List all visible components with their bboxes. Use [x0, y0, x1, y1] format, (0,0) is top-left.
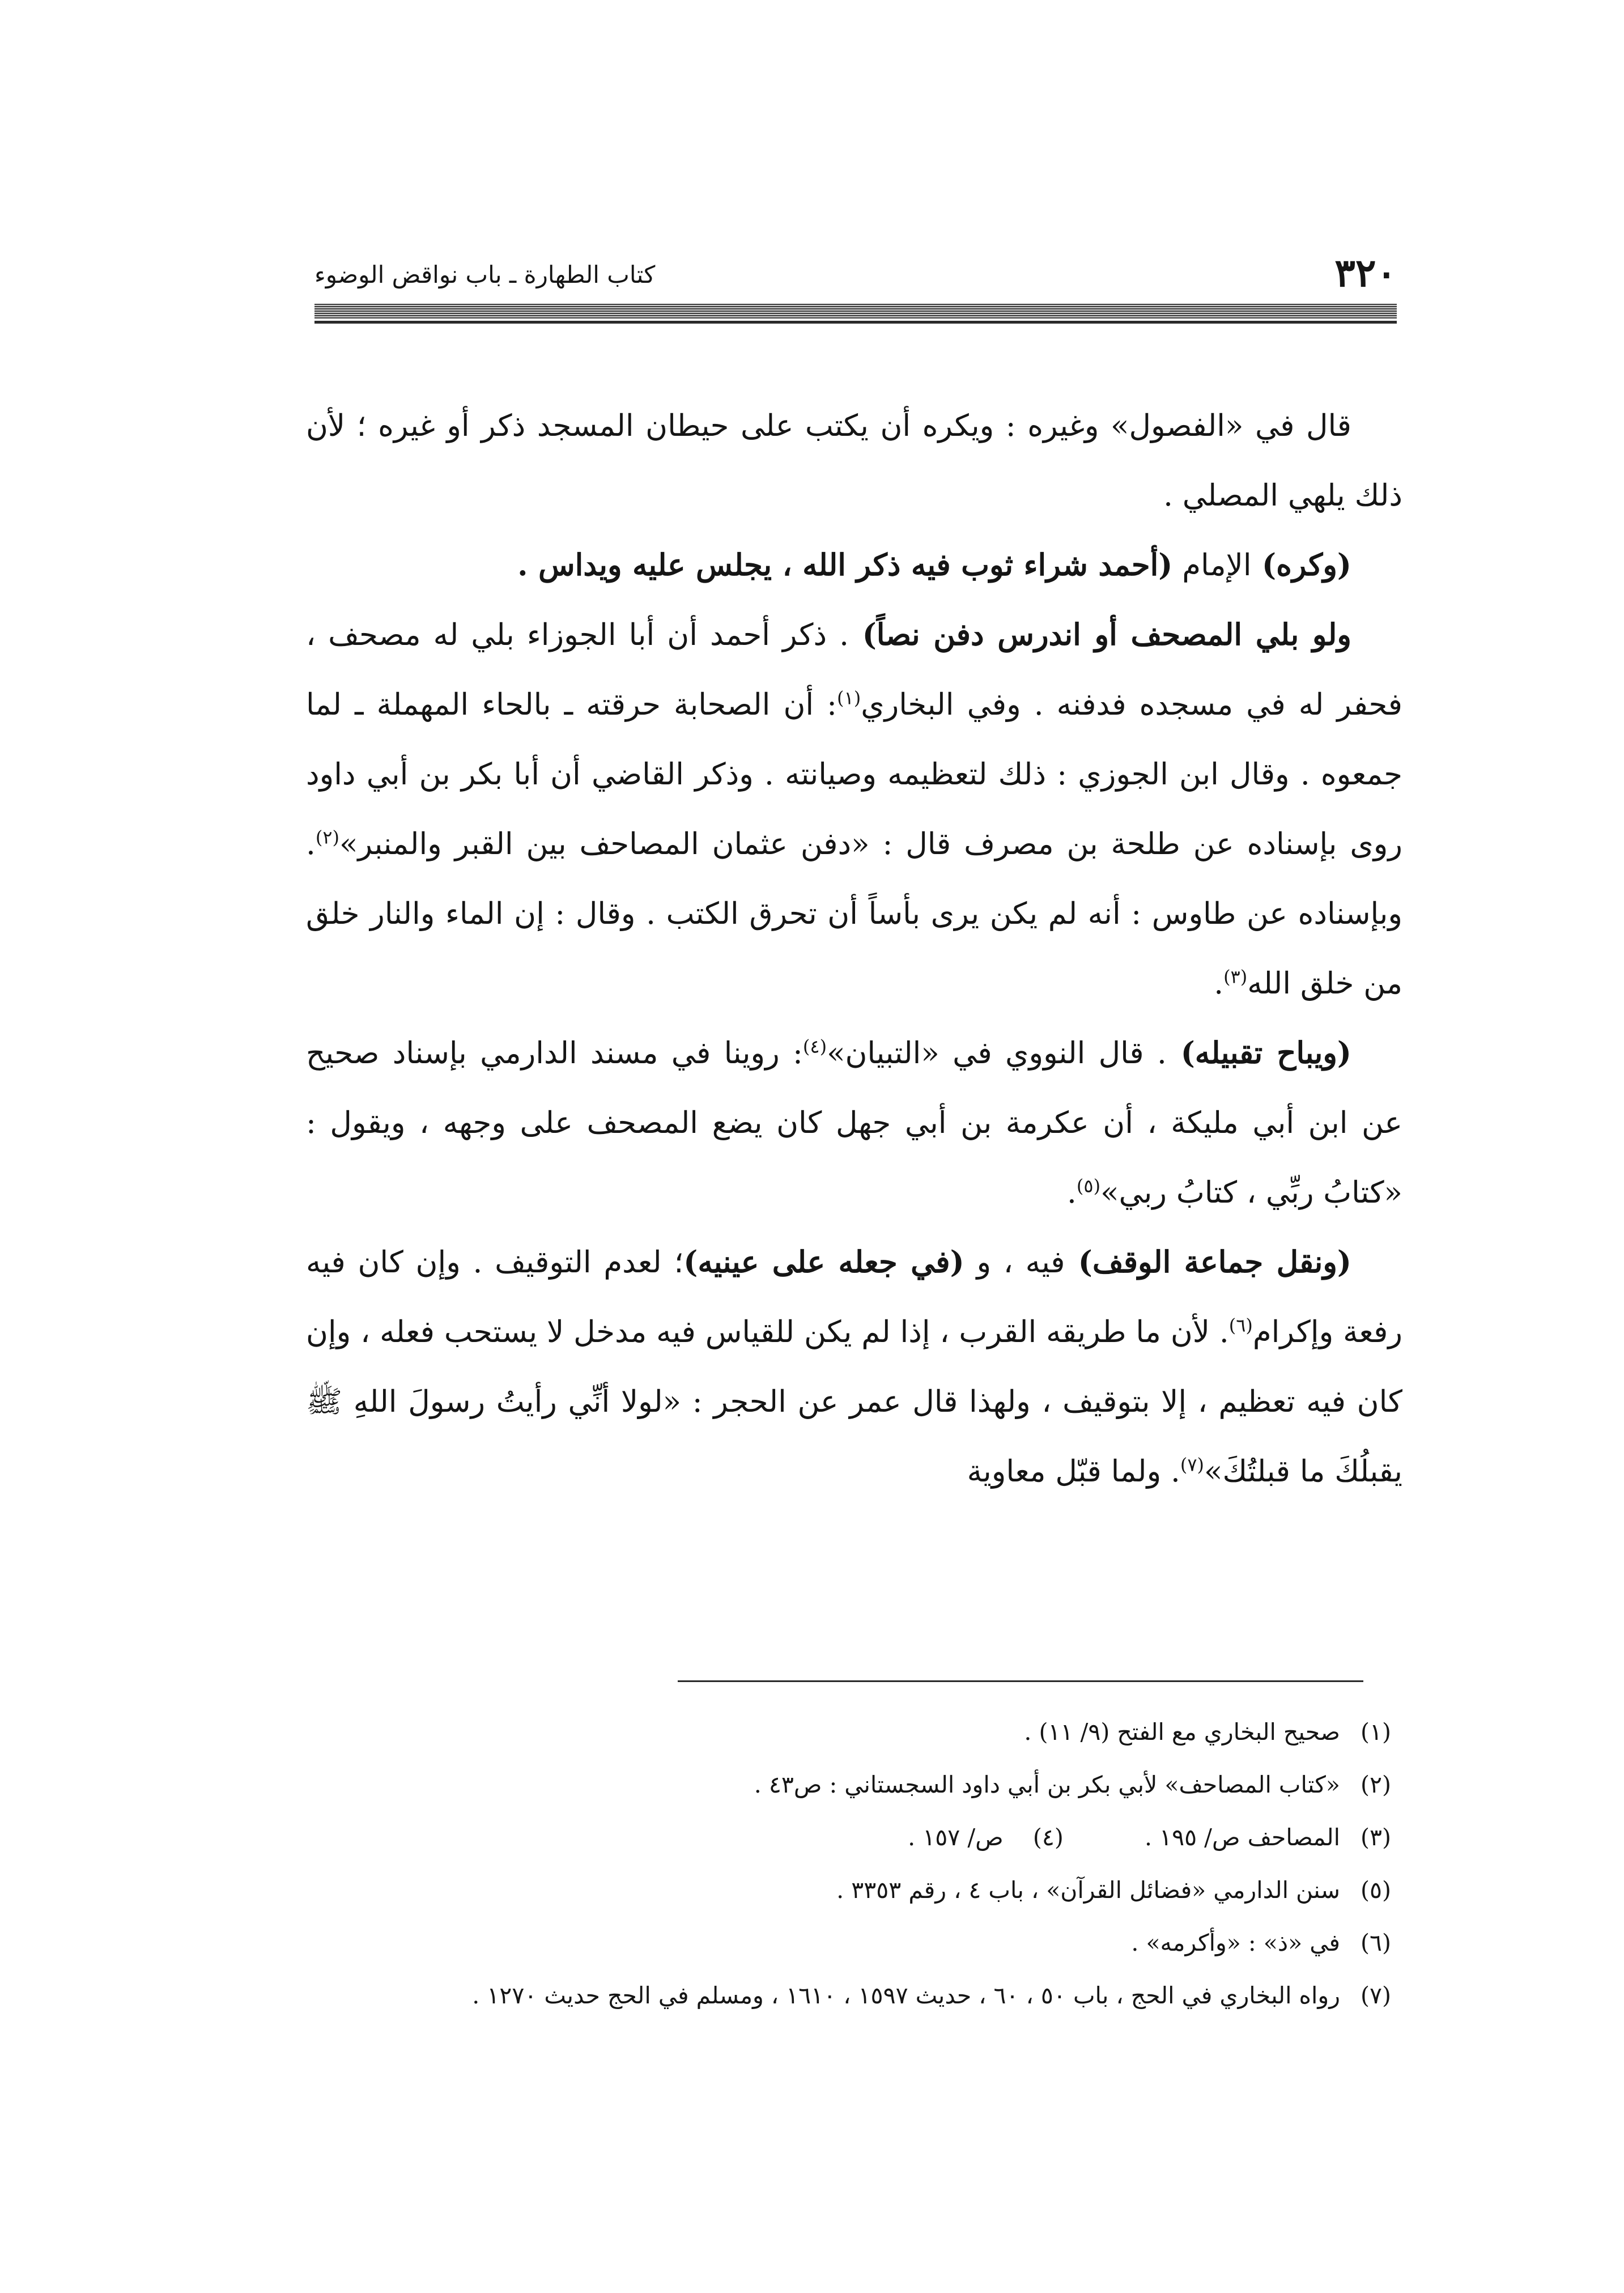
- text-run: : روينا في مسند الدارمي بإسناد صحيح عن ابن أبي مليكة ، أن عكرمة بن أبي جهل كان يضع المصحف على وجهه ، ويقول : «كتابُ ربِّي ، كتابُ ربي»: [306, 1036, 1402, 1210]
- footnote-ref[interactable]: (٣): [1223, 966, 1248, 988]
- footnote-ref[interactable]: (٤): [802, 1035, 827, 1058]
- footnotes: [306, 1706, 1402, 2022]
- footnote-item: [306, 1811, 1402, 1864]
- footnote-text: سنن الدارمي «فضائل القرآن» ، باب ٤ ، رقم ٣٣٥٣ .: [836, 1876, 1340, 1904]
- footnote-number: (٦): [1360, 1929, 1391, 1956]
- header-rule-bottom: [314, 321, 1397, 324]
- text-run: .: [1214, 966, 1224, 1001]
- footnote-ref[interactable]: (٥): [1076, 1175, 1101, 1197]
- footnote-text: ص/ ١٥٧ .: [908, 1824, 1004, 1851]
- footnote-text: في «ذ» : «وأكرمه» .: [1131, 1929, 1340, 1956]
- text-run: ؛ لعدم التوقيف . وإن كان فيه رفعة وإكرام: [306, 1245, 1402, 1349]
- page-header: [314, 252, 1397, 298]
- footnote-ref[interactable]: (١): [837, 687, 861, 709]
- bold-phrase: ولو بلي المصحف أو اندرس دفن نصاً): [849, 617, 1352, 652]
- bold-phrase: (في جعله على عينيه): [683, 1245, 964, 1280]
- text-run: . ذكر أحمد أن أبا الجوزاء بلي له مصحف ، فحفر له في مسجده فدفنه . وفي البخاري: [306, 618, 1402, 722]
- main-text: [306, 391, 1402, 1506]
- footnote-number: (١): [1360, 1718, 1391, 1746]
- footnote-number: (٧): [1360, 1982, 1391, 2009]
- text-run: . لأن ما طريقه القرب ، إذا لم يكن للقياس فيه مدخل لا يستحب فعله ، وإن كان فيه تعظيم ، إلا بتوقيف ، ولهذا قال عمر عن الحجر : «لولا أنِّي رأيتُ رسولَ اللهِ ﷺ يقبلُكَ ما قبلتُكَ»: [306, 1315, 1402, 1489]
- footnote-item: [306, 1969, 1402, 2022]
- running-title: كتاب الطهارة ـ باب نواقض الوضوء: [314, 261, 656, 288]
- footnote-number: (٣): [1360, 1824, 1391, 1851]
- footnote-separator: [678, 1680, 1363, 1682]
- paragraph-4: [306, 1018, 1402, 1228]
- paragraph-1: [306, 391, 1402, 530]
- footnote-item: [306, 1917, 1402, 1969]
- paragraph-2: [306, 530, 1402, 600]
- footnote-item: [306, 1864, 1402, 1917]
- page-number: ٣٢٠: [1334, 250, 1397, 296]
- footnote-text: رواه البخاري في الحج ، باب ٥٠ ، ٦٠ ، حديث ١٥٩٧ ، ١٦١٠ ، ومسلم في الحج حديث ١٢٧٠ .: [472, 1982, 1340, 2009]
- footnote-number: (٤): [1032, 1824, 1064, 1851]
- paragraph-1-text: قال في «الفصول» وغيره : ويكره أن يكتب على حيطان المسجد ذكر أو غيره ؛ لأن ذلك يلهي المصلي .: [306, 409, 1402, 513]
- footnote-text: المصاحف ص/ ١٩٥ .: [1144, 1824, 1340, 1851]
- bold-phrase: (وكره): [1251, 547, 1351, 583]
- text-run: : أن الصحابة حرقته ـ بالحاء المهملة ـ لما جمعوه . وقال ابن الجوزي : ذلك لتعظيمه وصيانته . وذكر القاضي أن أبا بكر بن أبي داود روى بإسناده عن طلحة بن مصرف قال : «دفن عثمان المصاحف بين القبر والمنبر»: [306, 687, 1402, 861]
- text-run: الإمام: [1172, 548, 1252, 583]
- footnote-item: [306, 1759, 1402, 1811]
- paragraph-3: [306, 600, 1402, 1018]
- paragraph-5: [306, 1228, 1402, 1506]
- footnote-number: (٥): [1360, 1876, 1391, 1904]
- footnote-text: صحيح البخاري مع الفتح (٩/ ١١) .: [1024, 1718, 1340, 1746]
- header-rule: [314, 304, 1397, 319]
- footnote-text-group: [306, 1811, 1340, 1864]
- footnote-text: «كتاب المصاحف» لأبي بكر بن أبي داود السجستاني : ص٤٣ .: [754, 1771, 1340, 1798]
- footnote-ref[interactable]: (٦): [1228, 1314, 1253, 1336]
- text-run: . قال النووي في «التبيان»: [827, 1036, 1167, 1071]
- footnote-number: (٢): [1360, 1771, 1391, 1798]
- text-run: .: [1067, 1175, 1077, 1210]
- text-run: . وبإسناده عن طاوس : أنه لم يكن يرى بأساً أن تحرق الكتب . وقال : إن الماء والنار خلق من خلق الله: [306, 827, 1402, 1001]
- footnote-ref[interactable]: (٢): [315, 826, 340, 848]
- footnote-item: [306, 1706, 1402, 1759]
- bold-phrase: (أحمد شراء ثوب فيه ذكر الله ، يجلس عليه ويداس .: [517, 547, 1173, 583]
- text-run: . ولما قبّل معاوية: [967, 1454, 1180, 1489]
- text-run: فيه ، و: [964, 1245, 1065, 1280]
- footnote-ref[interactable]: (٧): [1180, 1454, 1205, 1476]
- bold-phrase: (ويباح تقبيله): [1166, 1035, 1352, 1071]
- footnote-inline-item: [908, 1811, 1064, 1864]
- bold-phrase: (ونقل جماعة الوقف): [1065, 1245, 1351, 1280]
